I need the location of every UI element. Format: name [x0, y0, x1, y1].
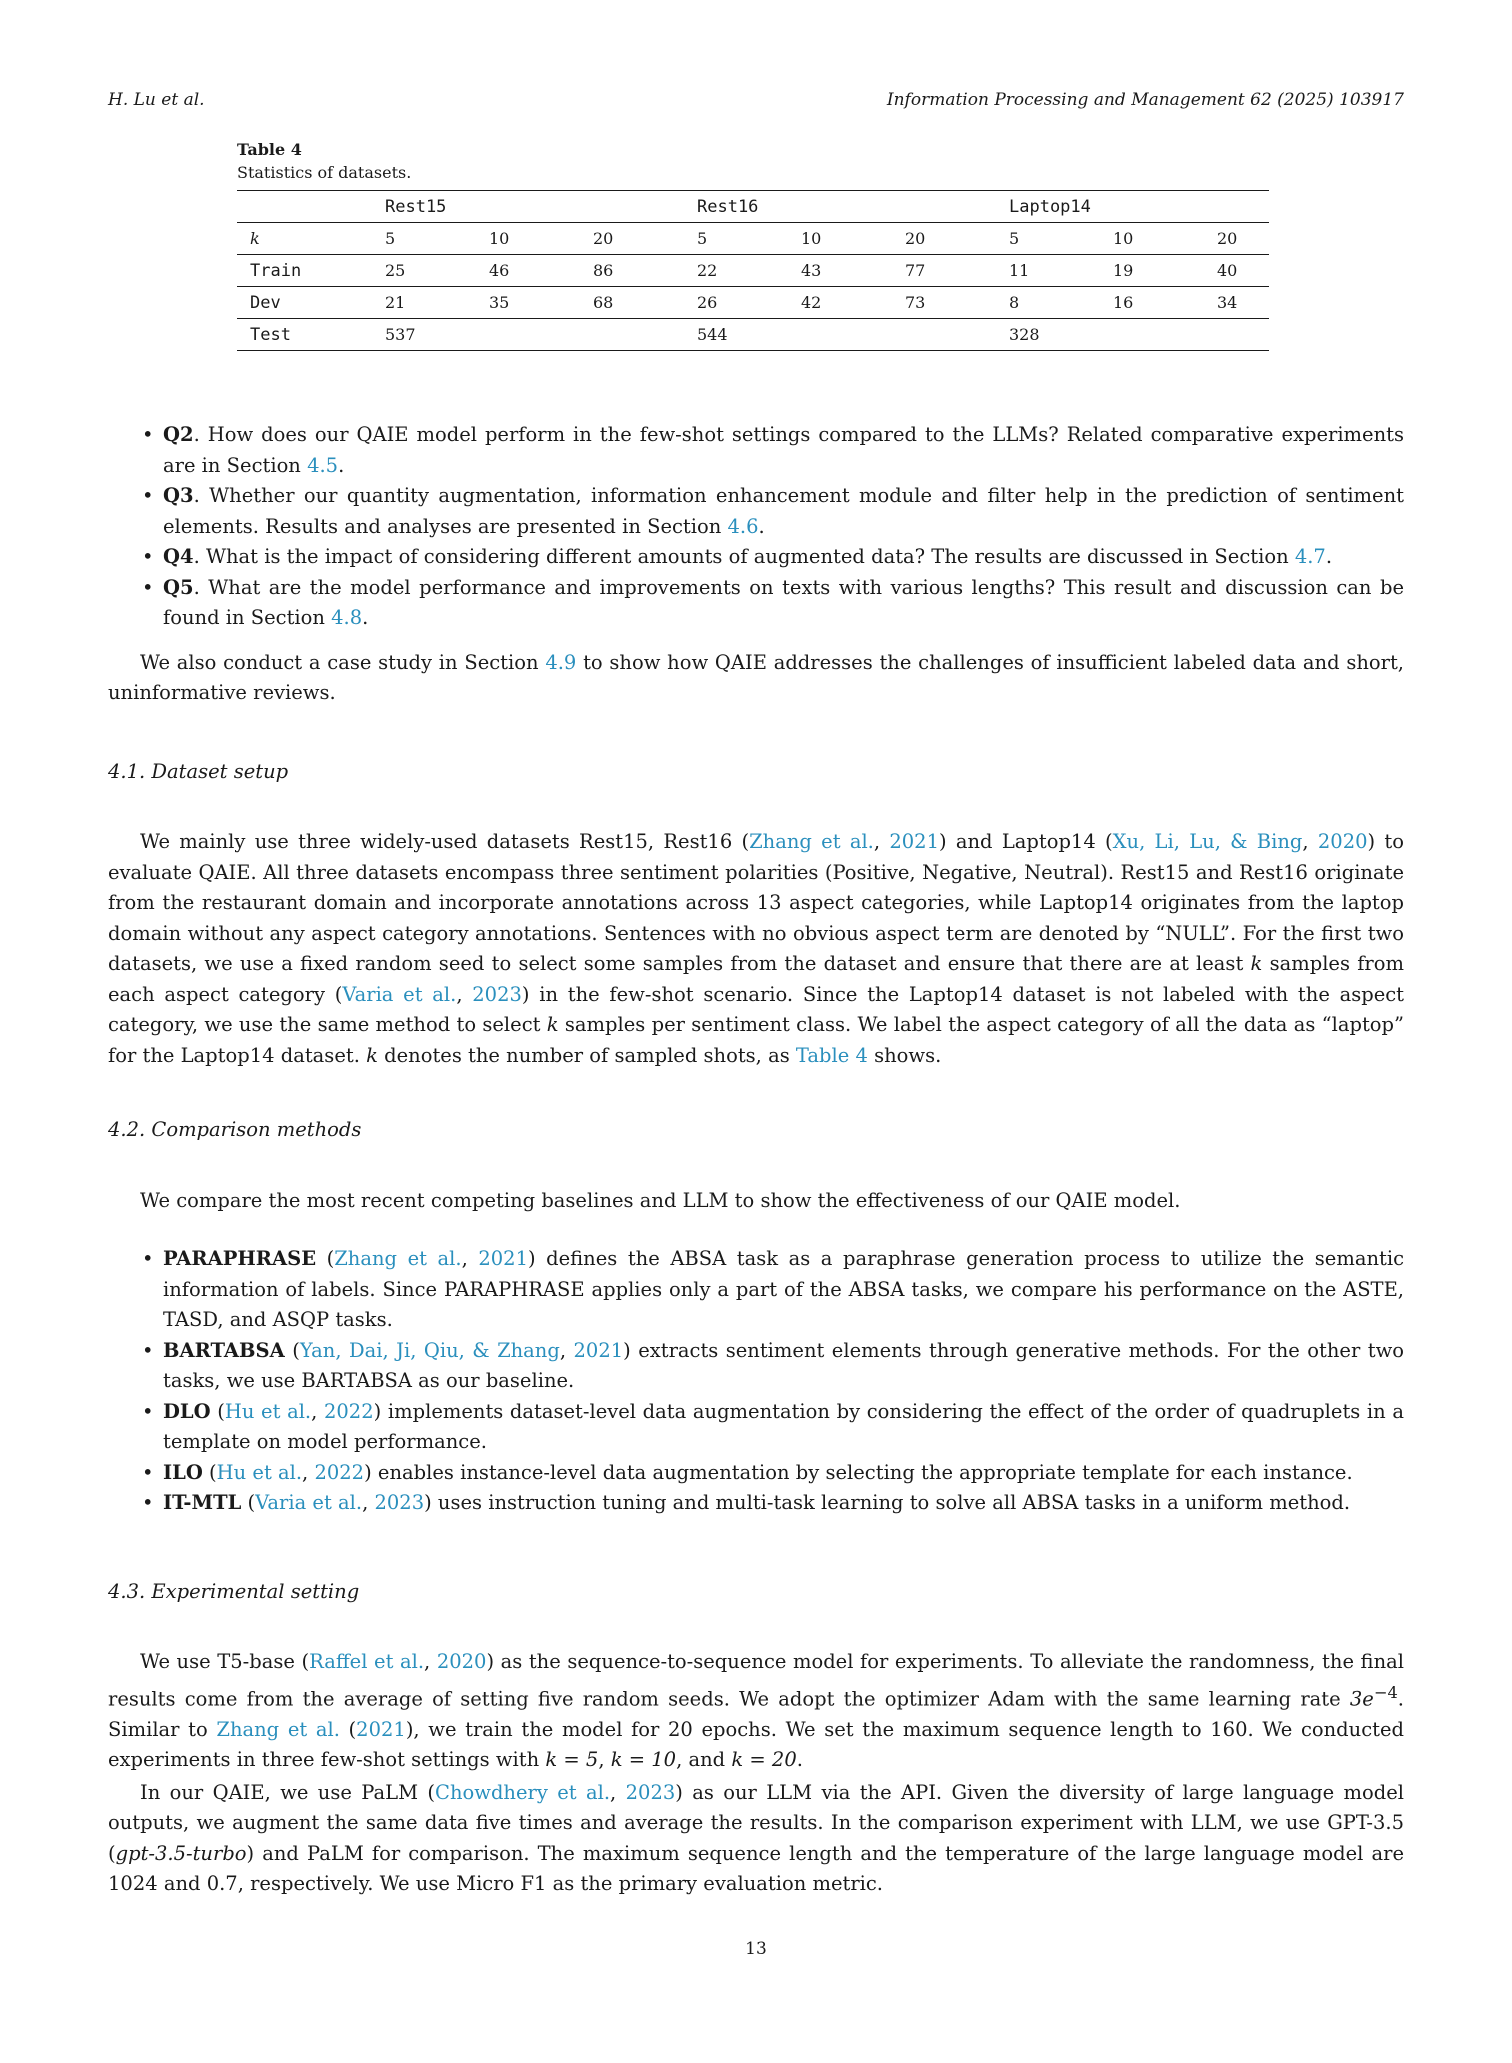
k-label: k: [237, 223, 385, 255]
citation-link[interactable]: Zhang et al.: [334, 1247, 462, 1270]
table-cell: 26: [697, 287, 801, 319]
research-question-list: [108, 420, 1404, 634]
table-cell: 40: [1217, 255, 1269, 287]
section-heading-4-2: 4.2. Comparison methods: [108, 1118, 362, 1141]
citation-link[interactable]: Raffel et al.: [309, 1650, 425, 1673]
table-row-test: [237, 319, 1269, 351]
citation-link[interactable]: 2020: [436, 1650, 487, 1673]
dataset-stats-table: [237, 190, 1269, 351]
list-item: • IT-MTL (Varia et al., 2023) uses instruction tuning and multi-task learning to solve all ABSA tasks in a uniform method.: [108, 1488, 1404, 1519]
table-cell: 68: [593, 287, 697, 319]
table-cell: 537: [385, 319, 697, 351]
citation-link[interactable]: Hu et al.: [224, 1399, 312, 1423]
row-label: Test: [237, 319, 385, 351]
group-rest15: Rest15: [385, 191, 697, 223]
experimental-setting-paragraph: We use T5-base (Raffel et al., 2020) as the sequence-to-sequence model for experiments. To alleviate the randomness, the final results come from the average of setting five random seeds. We adopt the optimizer Adam with the same learning rate $3e^{-4}$. Similar to Zhang et al. (2021), we train the model for 20 epochs. We set the maximum sequence length to 160. We conducted experiments in three few-shot settings with k = 5, k = 10, and k = 20.: [108, 1650, 1405, 1771]
table-cell: 42: [801, 287, 905, 319]
list-item: • DLO (Hu et al., 2022) implements dataset-level data augmentation by considering the effect of the order of quadruplets in a template on model performance.: [108, 1397, 1404, 1458]
row-label: Train: [237, 255, 385, 287]
section-link[interactable]: 4.6: [727, 514, 759, 538]
citation-link[interactable]: 2021: [889, 830, 939, 853]
section-heading-4-1: 4.1. Dataset setup: [108, 759, 289, 783]
list-item: • BARTABSA (Yan, Dai, Ji, Qiu, & Zhang, 2021) extracts sentiment elements through generative methods. For the other two tasks, we use BARTABSA as our baseline.: [108, 1336, 1404, 1397]
case-study-paragraph: We also conduct a case study in Section 4.9 to show how QAIE addresses the challenges of insufficient labeled data and short, uninformative reviews.: [108, 650, 1404, 704]
k-cell: 5: [385, 223, 489, 255]
k-cell: 5: [697, 223, 801, 255]
table-cell: 544: [697, 319, 1009, 351]
row-label: Dev: [237, 287, 385, 319]
citation-link[interactable]: 2020: [1317, 830, 1368, 853]
llm-setting-paragraph: In our QAIE, we use PaLM (Chowdhery et al., 2023) as our LLM via the API. Given the diversity of large language model outputs, we augment the same data five times and average the results. In the comparison experiment with LLM, we use GPT-3.5 (gpt-3.5-turbo) and PaLM for comparison. The maximum sequence length and the temperature of the large language model are 1024 and 0.7, respectively. We use Micro F1 as the primary evaluation metric.: [108, 1780, 1405, 1895]
table-cell: 11: [1009, 255, 1113, 287]
list-item: • PARAPHRASE (Zhang et al., 2021) defines the ABSA task as a paraphrase generation process to utilize the semantic information of labels. Since PARAPHRASE applies only a part of the ABSA tasks, we compare his performance on the ASTE, TASD, and ASQP tasks.: [108, 1244, 1404, 1336]
citation-link[interactable]: 2023: [374, 1491, 425, 1514]
citation-link[interactable]: Zhang et al.: [216, 1717, 340, 1741]
group-laptop14: Laptop14: [1009, 191, 1269, 223]
k-cell: 5: [1009, 223, 1113, 255]
table-cell: 16: [1113, 287, 1217, 319]
citation-link[interactable]: Varia et al.: [342, 982, 457, 1006]
table-cell: 25: [385, 255, 489, 287]
section-heading-4-3: 4.3. Experimental setting: [108, 1579, 360, 1603]
table-link[interactable]: Table 4: [795, 1043, 868, 1067]
list-item: • Q2. How does our QAIE model perform in the few-shot settings compared to the LLMs? Related comparative experiments are in Section 4.5.: [108, 420, 1404, 481]
citation-link[interactable]: 2022: [323, 1399, 374, 1423]
running-header-authors: H. Lu et al.: [108, 90, 205, 110]
citation-link[interactable]: Zhang et al.: [749, 830, 874, 853]
section-link[interactable]: 4.8: [331, 606, 363, 629]
k-cell: 10: [801, 223, 905, 255]
citation-link[interactable]: Varia et al.: [255, 1491, 363, 1514]
citation-link[interactable]: 2022: [314, 1460, 365, 1484]
citation-link[interactable]: Yan, Dai, Ji, Qiu, & Zhang: [299, 1338, 560, 1362]
list-item: • Q5. What are the model performance and improvements on texts with various lengths? This result and discussion can be found in Section 4.8.: [108, 573, 1404, 634]
k-cell: 10: [1113, 223, 1217, 255]
k-cell: 10: [489, 223, 593, 255]
table-cell: 34: [1217, 287, 1269, 319]
table-caption: Statistics of datasets.: [237, 163, 412, 182]
citation-link[interactable]: Hu et al.: [216, 1460, 303, 1484]
table-title: Table 4: [237, 140, 302, 159]
table-row-dev: [237, 287, 1269, 319]
section-link[interactable]: 4.5: [307, 453, 339, 477]
citation-link[interactable]: Xu, Li, Lu, & Bing: [1112, 830, 1303, 853]
table-cell: 21: [385, 287, 489, 319]
citation-link[interactable]: 2021: [356, 1717, 406, 1741]
table-cell: 35: [489, 287, 593, 319]
table-cell: 77: [905, 255, 1009, 287]
table-k-row: [237, 223, 1269, 255]
citation-link[interactable]: 2021: [478, 1247, 528, 1270]
list-item: • Q3. Whether our quantity augmentation, information enhancement module and filter help in the prediction of sentiment elements. Results and analyses are presented in Section 4.6.: [108, 481, 1404, 542]
page-number: 13: [745, 1939, 767, 1959]
table-row-train: [237, 255, 1269, 287]
citation-link[interactable]: Chowdhery et al.: [435, 1780, 611, 1804]
dataset-setup-paragraph: We mainly use three widely-used datasets Rest15, Rest16 (Zhang et al., 2021) and Laptop14 (Xu, Li, Lu, & Bing, 2020) to evaluate QAIE. All three datasets encompass three sentiment polarities (Positive, Negative, Neutral). Rest15 and Rest16 originate from the restaurant domain and incorporate annotations across 13 aspect categories, while Laptop14 originates from the laptop domain without any aspect category annotations. Sentences with no obvious aspect term are denoted by “NULL”. For the first two datasets, we use a fixed random seed to select some samples from the dataset and ensure that there are at least k samples from each aspect category (Varia et al., 2023) in the few-shot scenario. Since the Laptop14 dataset is not labeled with the aspect category, we use the same method to select k samples per sentiment class. We label the aspect category of all the data as “laptop” for the Laptop14 dataset. k denotes the number of sampled shots, as Table 4 shows.: [108, 830, 1405, 1067]
table-cell: 43: [801, 255, 905, 287]
k-cell: 20: [1217, 223, 1269, 255]
table-cell: 46: [489, 255, 593, 287]
table-cell: 8: [1009, 287, 1113, 319]
table-cell: 328: [1009, 319, 1269, 351]
list-item: • Q4. What is the impact of considering different amounts of augmented data? The results are discussed in Section 4.7.: [108, 542, 1404, 573]
section-link[interactable]: 4.7: [1294, 545, 1326, 568]
comparison-intro: We compare the most recent competing baselines and LLM to show the effectiveness of our QAIE model.: [140, 1188, 1181, 1212]
k-cell: 20: [905, 223, 1009, 255]
table-4: [237, 140, 1269, 351]
citation-link[interactable]: 2021: [573, 1338, 624, 1362]
table-cell: 73: [905, 287, 1009, 319]
table-group-header-row: [237, 191, 1269, 223]
table-cell: 22: [697, 255, 801, 287]
running-header-journal: Information Processing and Management 62 (2025) 103917: [886, 90, 1404, 110]
citation-link[interactable]: 2023: [625, 1780, 676, 1804]
section-link[interactable]: 4.9: [545, 650, 577, 674]
table-cell: 86: [593, 255, 697, 287]
group-rest16: Rest16: [697, 191, 1009, 223]
k-cell: 20: [593, 223, 697, 255]
body-text: [108, 420, 1404, 1900]
list-item: • ILO (Hu et al., 2022) enables instance-level data augmentation by selecting the appropriate template for each instance.: [108, 1458, 1404, 1489]
citation-link[interactable]: 2023: [472, 982, 522, 1006]
table-cell: 19: [1113, 255, 1217, 287]
baseline-list: [108, 1244, 1404, 1519]
